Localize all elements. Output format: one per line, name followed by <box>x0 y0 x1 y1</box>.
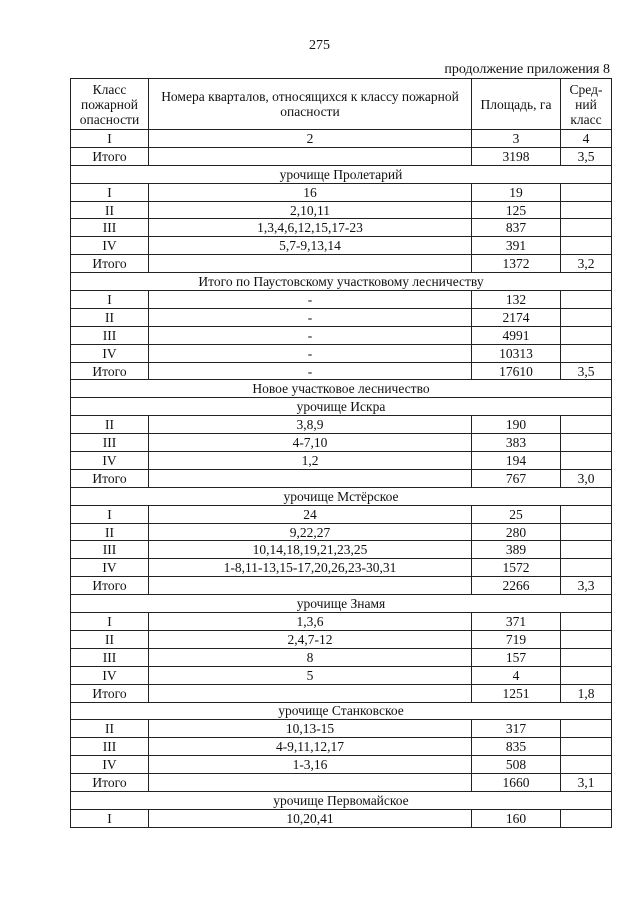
cell-area: 3198 <box>472 147 561 165</box>
cell-class: III <box>71 738 149 756</box>
cell-area: 160 <box>472 809 561 827</box>
cell-class: Итого <box>71 684 149 702</box>
section-row <box>71 273 612 291</box>
cell-area: 125 <box>472 201 561 219</box>
cell-avg-class: 1,8 <box>561 684 612 702</box>
section-title: урочище Искра <box>71 398 612 416</box>
cell-quarters: 1,3,4,6,12,15,17-23 <box>149 219 472 237</box>
cell-area: 383 <box>472 434 561 452</box>
cell-class: Итого <box>71 469 149 487</box>
cell-class: Итого <box>71 774 149 792</box>
cell-avg-class <box>561 666 612 684</box>
cell-quarters: 10,20,41 <box>149 809 472 827</box>
cell-avg-class <box>561 630 612 648</box>
table-row <box>71 684 612 702</box>
cell-area: 317 <box>472 720 561 738</box>
cell-area: 1372 <box>472 255 561 273</box>
cell-area: 371 <box>472 613 561 631</box>
cell-quarters: 1,2 <box>149 452 472 470</box>
cell-area: 2174 <box>472 308 561 326</box>
column-number-row <box>71 130 612 148</box>
cell-avg-class <box>561 201 612 219</box>
cell-quarters: - <box>149 362 472 380</box>
cell-area: 1572 <box>472 559 561 577</box>
cell-quarters: 5 <box>149 666 472 684</box>
cell-class: IV <box>71 452 149 470</box>
cell-avg-class <box>561 291 612 309</box>
table-row <box>71 809 612 827</box>
table-row <box>71 237 612 255</box>
col-number: I <box>71 130 149 148</box>
cell-area: 25 <box>472 505 561 523</box>
cell-class: II <box>71 720 149 738</box>
table-row <box>71 183 612 201</box>
table-row <box>71 255 612 273</box>
cell-area: 391 <box>472 237 561 255</box>
cell-avg-class <box>561 541 612 559</box>
section-row <box>71 380 612 398</box>
cell-area: 19 <box>472 183 561 201</box>
cell-area: 132 <box>472 291 561 309</box>
cell-class: I <box>71 613 149 631</box>
table-row <box>71 201 612 219</box>
table-row <box>71 630 612 648</box>
cell-quarters <box>149 469 472 487</box>
cell-area: 17610 <box>472 362 561 380</box>
cell-area: 719 <box>472 630 561 648</box>
section-row <box>71 791 612 809</box>
cell-avg-class <box>561 738 612 756</box>
cell-class: I <box>71 505 149 523</box>
cell-area: 389 <box>472 541 561 559</box>
table-row <box>71 469 612 487</box>
cell-class: II <box>71 630 149 648</box>
cell-quarters: 2,4,7-12 <box>149 630 472 648</box>
cell-class: II <box>71 308 149 326</box>
cell-class: Итого <box>71 577 149 595</box>
cell-area: 837 <box>472 219 561 237</box>
cell-quarters: 5,7-9,13,14 <box>149 237 472 255</box>
cell-class: IV <box>71 756 149 774</box>
cell-class: IV <box>71 237 149 255</box>
cell-area: 1660 <box>472 774 561 792</box>
cell-quarters: 2,10,11 <box>149 201 472 219</box>
table-row <box>71 559 612 577</box>
cell-avg-class <box>561 219 612 237</box>
cell-area: 280 <box>472 523 561 541</box>
table-row <box>71 452 612 470</box>
cell-quarters: - <box>149 344 472 362</box>
section-title: урочище Мстёрское <box>71 487 612 505</box>
cell-avg-class <box>561 559 612 577</box>
cell-quarters <box>149 774 472 792</box>
cell-quarters: 1-8,11-13,15-17,20,26,23-30,31 <box>149 559 472 577</box>
section-title: урочище Пролетарий <box>71 165 612 183</box>
table-row <box>71 720 612 738</box>
cell-avg-class <box>561 452 612 470</box>
cell-avg-class <box>561 720 612 738</box>
table-row <box>71 326 612 344</box>
cell-class: Итого <box>71 362 149 380</box>
cell-avg-class <box>561 344 612 362</box>
header-class: Класс пожарной опасности <box>71 79 149 130</box>
cell-avg-class <box>561 416 612 434</box>
cell-class: III <box>71 219 149 237</box>
cell-class: III <box>71 434 149 452</box>
cell-quarters <box>149 255 472 273</box>
cell-area: 1251 <box>472 684 561 702</box>
cell-avg-class <box>561 183 612 201</box>
section-title: урочище Станковское <box>71 702 612 720</box>
cell-quarters: - <box>149 326 472 344</box>
table-row <box>71 344 612 362</box>
table-row <box>71 756 612 774</box>
cell-avg-class <box>561 523 612 541</box>
col-number: 2 <box>149 130 472 148</box>
section-row <box>71 398 612 416</box>
cell-area: 157 <box>472 648 561 666</box>
cell-class: Итого <box>71 147 149 165</box>
table-row <box>71 416 612 434</box>
cell-avg-class: 3,5 <box>561 362 612 380</box>
cell-class: Итого <box>71 255 149 273</box>
col-number: 4 <box>561 130 612 148</box>
table-row <box>71 434 612 452</box>
cell-area: 835 <box>472 738 561 756</box>
cell-avg-class: 3,2 <box>561 255 612 273</box>
table-body <box>71 147 612 827</box>
cell-avg-class <box>561 308 612 326</box>
header-area: Площадь, га <box>472 79 561 130</box>
table-row <box>71 362 612 380</box>
cell-quarters: 1,3,6 <box>149 613 472 631</box>
cell-avg-class <box>561 237 612 255</box>
header-avg-class: Сред-ний класс <box>561 79 612 130</box>
cell-avg-class: 3,0 <box>561 469 612 487</box>
cell-quarters: 16 <box>149 183 472 201</box>
table-row <box>71 648 612 666</box>
cell-avg-class: 3,5 <box>561 147 612 165</box>
cell-quarters: 10,14,18,19,21,23,25 <box>149 541 472 559</box>
table-row <box>71 541 612 559</box>
cell-class: II <box>71 201 149 219</box>
cell-avg-class <box>561 505 612 523</box>
table-row <box>71 505 612 523</box>
table-row <box>71 738 612 756</box>
table-row <box>71 774 612 792</box>
table-row <box>71 577 612 595</box>
cell-class: III <box>71 648 149 666</box>
cell-avg-class <box>561 756 612 774</box>
cell-area: 190 <box>472 416 561 434</box>
page-number: 275 <box>309 38 330 53</box>
cell-avg-class: 3,3 <box>561 577 612 595</box>
section-title: Новое участковое лесничество <box>71 380 612 398</box>
table-row <box>71 219 612 237</box>
section-row <box>71 595 612 613</box>
cell-class: I <box>71 183 149 201</box>
section-row <box>71 165 612 183</box>
section-title: урочище Первомайское <box>71 791 612 809</box>
cell-avg-class: 3,1 <box>561 774 612 792</box>
cell-area: 10313 <box>472 344 561 362</box>
cell-class: III <box>71 326 149 344</box>
cell-class: II <box>71 523 149 541</box>
cell-area: 194 <box>472 452 561 470</box>
cell-quarters: 1-3,16 <box>149 756 472 774</box>
cell-class: IV <box>71 666 149 684</box>
cell-avg-class <box>561 434 612 452</box>
cell-area: 2266 <box>472 577 561 595</box>
cell-class: I <box>71 291 149 309</box>
cell-quarters: - <box>149 291 472 309</box>
header-quarters: Номера кварталов, относящихся к классу пожарной опасности <box>149 79 472 130</box>
section-title: Итого по Паустовскому участковому лесничеству <box>71 273 612 291</box>
cell-avg-class <box>561 809 612 827</box>
cell-class: III <box>71 541 149 559</box>
cell-avg-class <box>561 326 612 344</box>
section-row <box>71 487 612 505</box>
cell-avg-class <box>561 648 612 666</box>
table-row <box>71 147 612 165</box>
cell-quarters <box>149 147 472 165</box>
cell-quarters <box>149 684 472 702</box>
cell-quarters: 9,22,27 <box>149 523 472 541</box>
table-row <box>71 666 612 684</box>
cell-quarters: 10,13-15 <box>149 720 472 738</box>
cell-class: II <box>71 416 149 434</box>
table-row <box>71 308 612 326</box>
cell-quarters: 24 <box>149 505 472 523</box>
cell-quarters: - <box>149 308 472 326</box>
continuation-note: продолжение приложения 8 <box>444 62 610 77</box>
cell-area: 767 <box>472 469 561 487</box>
table-row <box>71 291 612 309</box>
cell-quarters: 8 <box>149 648 472 666</box>
section-title: урочище Знамя <box>71 595 612 613</box>
section-row <box>71 702 612 720</box>
cell-quarters: 4-9,11,12,17 <box>149 738 472 756</box>
fire-danger-table <box>70 78 612 828</box>
cell-area: 4 <box>472 666 561 684</box>
col-number: 3 <box>472 130 561 148</box>
cell-class: IV <box>71 559 149 577</box>
cell-area: 4991 <box>472 326 561 344</box>
cell-area: 508 <box>472 756 561 774</box>
table-row <box>71 613 612 631</box>
cell-quarters: 4-7,10 <box>149 434 472 452</box>
cell-class: I <box>71 809 149 827</box>
cell-quarters: 3,8,9 <box>149 416 472 434</box>
cell-class: IV <box>71 344 149 362</box>
table-header-row <box>71 79 612 130</box>
cell-quarters <box>149 577 472 595</box>
cell-avg-class <box>561 613 612 631</box>
table-row <box>71 523 612 541</box>
